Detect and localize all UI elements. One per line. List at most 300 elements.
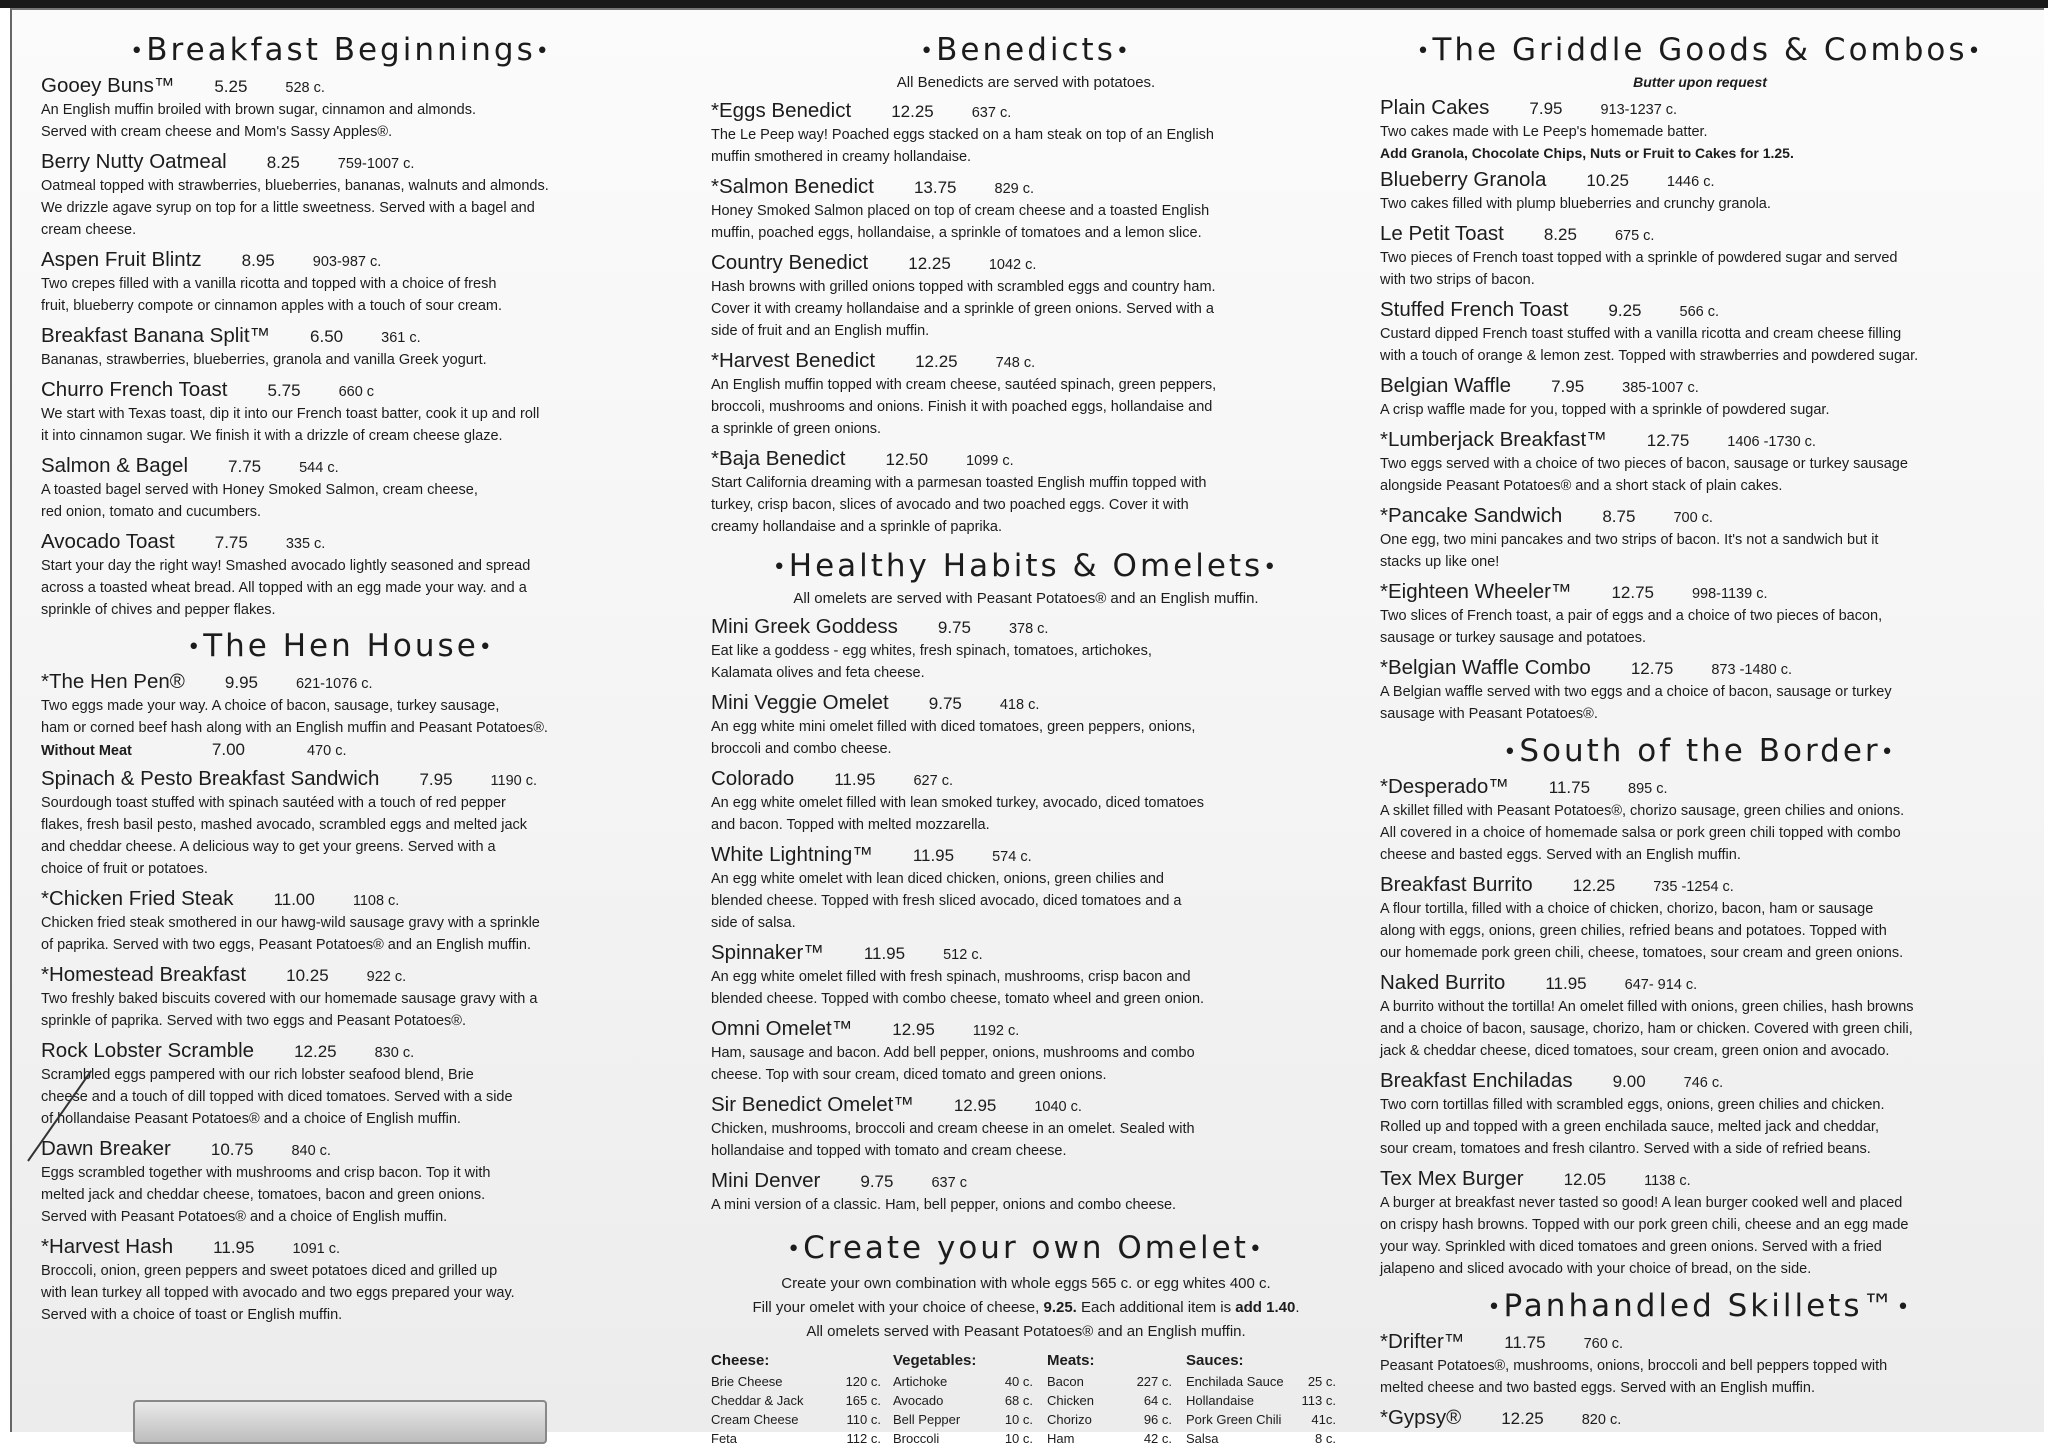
table-row: [1186, 1410, 1336, 1429]
item-name: *Pancake Sandwich: [1380, 504, 1563, 527]
item-name: Avocado Toast: [41, 530, 175, 553]
description-line: A crisp waffle made for you, topped with a sprinkle of powdered sugar.: [1380, 402, 1830, 418]
table-row: [893, 1429, 1033, 1448]
option-calories: 68 c.: [1004, 1393, 1033, 1408]
option-name: Chorizo: [1047, 1412, 1092, 1427]
item-description: [1380, 247, 2020, 291]
sub-option-label: Without Meat: [41, 743, 132, 759]
description-line: Oatmeal topped with strawberries, blueberries, bananas, walnuts and almonds.: [41, 178, 549, 194]
description-line: sprinkle of paprika. Served with two eggs and Peasant Potatoes®.: [41, 1013, 466, 1029]
item-calories: 840 c.: [291, 1143, 331, 1159]
description-line: An English muffin topped with cream cheese, sautéed spinach, green peppers,: [711, 377, 1217, 393]
menu-item-header: [1380, 775, 2020, 799]
table-row: [1186, 1372, 1336, 1391]
table-row: [1047, 1429, 1172, 1448]
item-price: 9.75: [860, 1172, 894, 1191]
description-line: a sprinkle of green onions.: [711, 421, 882, 437]
menu-item: [711, 767, 1341, 836]
description-line: blended cheese. Topped with fresh sliced avocado, diced tomatoes and a: [711, 893, 1182, 909]
description-line: An egg white mini omelet filled with diced tomatoes, green peppers, onions,: [711, 719, 1196, 735]
description-line: A flour tortilla, filled with a choice of chicken, chorizo, bacon, ham or sausage: [1380, 901, 1874, 917]
item-name: Omni Omelet™: [711, 1017, 853, 1040]
griddle-list: [1380, 96, 2020, 725]
description-line: A mini version of a classic. Ham, bell pepper, onions and combo cheese.: [711, 1197, 1177, 1213]
menu-item: [1380, 1069, 2020, 1160]
sub-option-calories: 470 c.: [306, 743, 347, 759]
description-line: melted cheese and two basted eggs. Served with an English muffin.: [1380, 1380, 1815, 1396]
item-calories: 627 c.: [913, 773, 953, 789]
menu-item-header: [41, 1137, 641, 1161]
table-row: [893, 1372, 1033, 1391]
menu-item: [41, 1137, 641, 1228]
description-line: broccoli, mushrooms and onions. Finish it with poached eggs, hollandaise and: [711, 399, 1213, 415]
menu-item: [1380, 1167, 2020, 1280]
description-line: One egg, two mini pancakes and two strips of bacon. It's not a sandwich but it: [1380, 532, 1879, 548]
description-line: We drizzle agave syrup on top for a little sweetness. Served with a bagel and: [41, 200, 535, 216]
option-calories: 96 c.: [1143, 1412, 1172, 1427]
item-calories: 922 c.: [366, 969, 407, 985]
item-calories: 748 c.: [995, 355, 1036, 371]
menu-item-header: [41, 887, 641, 911]
item-calories: 895 c.: [1628, 781, 1668, 797]
description-line: Chicken, mushrooms, broccoli and cream cheese in an omelet. Sealed with: [711, 1121, 1195, 1137]
item-price: 12.25: [1501, 1409, 1544, 1428]
item-name: *Desperado™: [1380, 775, 1509, 798]
menu-item-header: [41, 1039, 641, 1063]
item-name: *Chicken Fried Steak: [41, 887, 234, 910]
item-price: 12.05: [1563, 1170, 1607, 1189]
menu-item: [41, 248, 641, 317]
column-right: [1380, 32, 2020, 1437]
item-price: 8.25: [1543, 225, 1577, 244]
description-line: Hash browns with grilled onions topped with scrambled eggs and country ham.: [711, 279, 1216, 295]
description-line: Sourdough toast stuffed with spinach sautéed with a touch of red pepper: [41, 795, 506, 811]
description-line: A burger at breakfast never tasted so good! A lean burger cooked well and placed: [1380, 1195, 1903, 1211]
option-name: Ham: [1047, 1431, 1075, 1446]
menu-item: [711, 843, 1341, 934]
description-line: Chicken fried steak smothered in our hawg-wild sausage gravy with a sprinkle: [41, 915, 540, 931]
description-line: muffin smothered in creamy hollandaise.: [711, 149, 972, 165]
description-line: Bananas, strawberries, blueberries, granola and vanilla Greek yogurt.: [41, 352, 487, 368]
item-name: *The Hen Pen®: [41, 670, 185, 693]
description-line: A Belgian waffle served with two eggs and a choice of bacon, sausage or turkey: [1380, 684, 1892, 700]
item-calories: 820 c.: [1581, 1412, 1622, 1428]
table-row: [1047, 1410, 1172, 1429]
menu-item-header: [711, 99, 1341, 123]
item-price: 7.95: [1551, 377, 1585, 396]
description-line: Start your day the right way! Smashed avocado lightly seasoned and spread: [41, 558, 531, 574]
table-row: [711, 1372, 881, 1391]
vegetables-column: [893, 1352, 1047, 1448]
item-name: Tex Mex Burger: [1380, 1167, 1524, 1190]
item-price: 7.95: [419, 770, 453, 789]
table-row: [711, 1410, 881, 1429]
item-name: Sir Benedict Omelet™: [711, 1093, 914, 1116]
description-line: A toasted bagel served with Honey Smoked Salmon, cream cheese,: [41, 482, 478, 498]
table-row: [893, 1410, 1033, 1429]
description-line: Two pieces of French toast topped with a sprinkle of powdered sugar and served: [1380, 250, 1898, 266]
description-line: jalapeno and sliced avocado with your choice of bread, on the side.: [1380, 1261, 1812, 1277]
option-calories: 110 c.: [846, 1412, 881, 1427]
item-description: [711, 716, 1341, 760]
menu-item-header: [711, 941, 1341, 965]
menu-item: [711, 615, 1341, 684]
item-price: 11.00: [273, 890, 315, 909]
item-price: 7.75: [228, 457, 262, 476]
omelet-options-table: [711, 1352, 1341, 1448]
description-line: sausage with Peasant Potatoes®.: [1380, 706, 1598, 722]
item-name: Spinnaker™: [711, 941, 824, 964]
item-calories: 830 c.: [374, 1045, 415, 1061]
item-price: 12.25: [294, 1042, 337, 1061]
item-name: *Eggs Benedict: [711, 99, 852, 122]
item-name: Breakfast Enchiladas: [1380, 1069, 1573, 1092]
benedicts-note: All Benedicts are served with potatoes.: [896, 74, 1156, 91]
item-description: [1380, 453, 2020, 497]
description-line: red onion, tomato and cucumbers.: [41, 504, 262, 520]
item-description: [41, 1260, 641, 1326]
description-line: fruit, blueberry compote or cinnamon apples with a touch of sour cream.: [41, 298, 503, 314]
menu-item-header: [1380, 1330, 2020, 1354]
item-name: Breakfast Banana Split™: [41, 324, 271, 347]
item-name: *Lumberjack Breakfast™: [1380, 428, 1607, 451]
section-title-hen-house: •The Hen House•: [187, 628, 495, 664]
item-name: Rock Lobster Scramble: [41, 1039, 255, 1062]
menu-item: [711, 99, 1341, 168]
menu-item-header: [1380, 971, 2020, 995]
item-description: [1380, 996, 2020, 1062]
item-price: 11.95: [863, 944, 906, 963]
item-description: [41, 273, 641, 317]
option-calories: 227 c.: [1136, 1374, 1172, 1389]
description-line: muffin, poached eggs, hollandaise, a sprinkle of tomatoes and a lemon slice.: [711, 225, 1202, 241]
item-name: Berry Nutty Oatmeal: [41, 150, 227, 173]
description-line: stacks up like one!: [1380, 554, 1500, 570]
option-calories: 113 c.: [1301, 1393, 1336, 1408]
meats-column: [1047, 1352, 1186, 1448]
table-heading: Cheese:: [711, 1352, 770, 1369]
item-price: 12.95: [892, 1020, 935, 1039]
menu-item: [1380, 96, 2020, 161]
item-name: Salmon & Bagel: [41, 454, 189, 477]
sub-option-price: 7.00: [211, 740, 245, 759]
description-line: blended cheese. Topped with combo cheese, tomato wheel and green onion.: [711, 991, 1205, 1007]
item-price: 10.25: [286, 966, 329, 985]
option-name: Hollandaise: [1186, 1393, 1254, 1408]
menu-item: [41, 324, 641, 371]
item-price: 12.75: [1630, 659, 1674, 678]
item-description: [711, 1118, 1341, 1162]
item-name: White Lightning™: [711, 843, 873, 866]
item-description: [1380, 1355, 2020, 1399]
item-calories: 913-1237 c.: [1600, 102, 1678, 118]
menu-item: [1380, 428, 2020, 497]
item-name: Churro French Toast: [41, 378, 228, 401]
item-description: [41, 792, 641, 880]
description-line: An English muffin broiled with brown sugar, cinnamon and almonds.: [41, 102, 476, 118]
item-price: 12.25: [915, 352, 958, 371]
item-price: 9.75: [928, 694, 962, 713]
menu-item: [1380, 298, 2020, 367]
menu-item-header: [41, 454, 641, 478]
menu-item: [1380, 222, 2020, 291]
menu-item-header: [1380, 428, 2020, 452]
menu-item-header: [1380, 1406, 2020, 1430]
description-line: Peasant Potatoes®, mushrooms, onions, broccoli and bell peppers topped with: [1380, 1358, 1888, 1374]
item-name: Dawn Breaker: [41, 1137, 171, 1160]
menu-item: [41, 887, 641, 956]
description-line: side of salsa.: [711, 915, 796, 931]
description-line: Start California dreaming with a parmesan toasted English muffin topped with: [711, 475, 1207, 491]
item-calories: 735 -1254 c.: [1653, 879, 1734, 895]
item-calories: 1099 c.: [966, 453, 1014, 469]
sauces-column: [1186, 1352, 1336, 1448]
option-calories: 42 c.: [1143, 1431, 1172, 1446]
item-name: *Belgian Waffle Combo: [1380, 656, 1591, 679]
item-calories: 760 c.: [1583, 1336, 1624, 1352]
option-calories: 10 c.: [1004, 1412, 1033, 1427]
table-row: [711, 1391, 881, 1410]
item-name: *Harvest Hash: [41, 1235, 174, 1258]
table-heading: Meats:: [1047, 1352, 1095, 1369]
item-calories: 759-1007 c.: [337, 156, 415, 172]
item-calories: 378 c.: [1008, 621, 1049, 637]
description-line: Ham, sausage and bacon. Add bell pepper, onions, mushrooms and combo: [711, 1045, 1195, 1061]
menu-item-header: [41, 324, 641, 348]
hen-house-list: [41, 670, 641, 1326]
description-line: An egg white omelet with lean diced chicken, onions, green chilies and: [711, 871, 1164, 887]
description-line: Eggs scrambled together with mushrooms and crisp bacon. Top it with: [41, 1165, 491, 1181]
item-description: [1380, 605, 2020, 649]
menu-item: [41, 670, 641, 760]
description-line: hollandaise and topped with tomato and cream cheese.: [711, 1143, 1067, 1159]
option-calories: 41c.: [1311, 1412, 1336, 1427]
table-row: [1047, 1372, 1172, 1391]
item-description: [1380, 323, 2020, 367]
option-calories: 10 c.: [1004, 1431, 1033, 1446]
create-line-3: All omelets served with Peasant Potatoes® and an English muffin.: [806, 1323, 1246, 1340]
description-line: of paprika. Served with two eggs, Peasant Potatoes® and an English muffin.: [41, 937, 532, 953]
menu-item-header: [1380, 374, 2020, 398]
menu-item-header: [41, 767, 641, 791]
menu-item-header: [1380, 168, 2020, 192]
description-line: Two corn tortillas filled with scrambled eggs, onions, green chilies and chicken.: [1380, 1097, 1885, 1113]
menu-item: [41, 1039, 641, 1130]
item-name: *Gypsy®: [1380, 1406, 1462, 1429]
item-price: 5.75: [267, 381, 301, 400]
item-calories: 647- 914 c.: [1624, 977, 1698, 993]
description-line: with lean turkey all topped with avocado and two eggs prepared your way.: [41, 1285, 515, 1301]
menu-item: [1380, 775, 2020, 866]
item-price: 12.25: [891, 102, 934, 121]
column-left: [41, 32, 641, 1333]
menu-item: [711, 349, 1341, 440]
menu-item-header: [711, 447, 1341, 471]
description-line: The Le Peep way! Poached eggs stacked on a ham steak on top of an English: [711, 127, 1214, 143]
item-calories: 1446 c.: [1666, 174, 1715, 190]
item-description: [41, 1064, 641, 1130]
menu-item-header: [1380, 298, 2020, 322]
table-row: [1186, 1391, 1336, 1410]
item-description: [711, 374, 1341, 440]
item-calories: 660 c: [338, 384, 375, 400]
menu-item: [1380, 1406, 2020, 1430]
item-calories: 335 c.: [285, 536, 326, 552]
option-name: Artichoke: [893, 1374, 948, 1389]
description-line: broccoli and combo cheese.: [711, 741, 892, 757]
item-description: [41, 988, 641, 1032]
menu-item-header: [711, 349, 1341, 373]
item-calories: 1138 c.: [1644, 1173, 1691, 1189]
item-calories: 998-1139 c.: [1691, 586, 1768, 602]
table-row: [711, 1429, 881, 1448]
option-calories: 25 c.: [1307, 1374, 1336, 1389]
description-line: your way. Sprinkled with diced tomatoes and green onions. Served with a fried: [1380, 1239, 1882, 1255]
section-title-skillets: •Panhandled Skillets™•: [1487, 1288, 1913, 1324]
description-line: ham or corned beef hash along with an English muffin and Peasant Potatoes®.: [41, 720, 548, 736]
description-line: Honey Smoked Salmon placed on top of cream cheese and a toasted English: [711, 203, 1210, 219]
option-name: Feta: [711, 1431, 738, 1446]
menu-item-header: [711, 1093, 1341, 1117]
item-description: [41, 555, 641, 621]
create-instructions: [711, 1272, 1341, 1344]
item-name: Le Petit Toast: [1380, 222, 1504, 245]
item-calories: 1192 c.: [972, 1023, 1020, 1039]
item-price: 12.75: [1611, 583, 1654, 602]
option-name: Pork Green Chili: [1186, 1412, 1282, 1427]
item-description: [711, 966, 1341, 1010]
menu-item: [1380, 873, 2020, 964]
description-line: Custard dipped French toast stuffed with a vanilla ricotta and cream cheese filling: [1380, 326, 1902, 342]
item-description: [1380, 898, 2020, 964]
description-line: An egg white omelet filled with lean smoked turkey, avocado, diced tomatoes: [711, 795, 1204, 811]
option-calories: 64 c.: [1143, 1393, 1172, 1408]
item-description: [711, 1194, 1341, 1216]
menu-item: [41, 767, 641, 880]
description-line: side of fruit and an English muffin.: [711, 323, 930, 339]
description-line: Served with a choice of toast or English muffin.: [41, 1307, 343, 1323]
description-line: Eat like a goddess - egg whites, fresh spinach, tomatoes, artichokes,: [711, 643, 1152, 659]
create-line-1: Create your own combination with whole eggs 565 c. or egg whites 400 c.: [781, 1275, 1271, 1292]
menu-item-header: [41, 530, 641, 554]
item-description: [1380, 1094, 2020, 1160]
menu-item: [41, 378, 641, 447]
item-description: [711, 792, 1341, 836]
menu-item-header: [1380, 222, 2020, 246]
description-line: Served with Peasant Potatoes® and a choice of English muffin.: [41, 1209, 448, 1225]
item-calories: 1108 c.: [352, 893, 400, 909]
item-name: Belgian Waffle: [1380, 374, 1512, 397]
south-list: [1380, 775, 2020, 1280]
item-name: Breakfast Burrito: [1380, 873, 1533, 896]
menu-item-header: [711, 691, 1341, 715]
menu-item: [711, 941, 1341, 1010]
item-calories: 385-1007 c.: [1622, 380, 1699, 396]
menu-item: [41, 963, 641, 1032]
menu-item: [41, 150, 641, 241]
menu-item: [711, 1093, 1341, 1162]
option-calories: 40 c.: [1004, 1374, 1033, 1389]
option-name: Cream Cheese: [711, 1412, 799, 1427]
item-name: *Drifter™: [1380, 1330, 1465, 1353]
description-line: sour cream, tomatoes and fresh cilantro. Served with a side of refried beans.: [1380, 1141, 1871, 1157]
menu-item-header: [711, 175, 1341, 199]
menu-item: [1380, 656, 2020, 725]
menu-item-header: [1380, 873, 2020, 897]
item-description: [41, 1162, 641, 1228]
breakfast-list: [41, 74, 641, 621]
item-price: 8.95: [241, 251, 275, 270]
option-name: Bacon: [1047, 1374, 1084, 1389]
item-description: [41, 349, 641, 371]
item-name: *Homestead Breakfast: [41, 963, 247, 986]
option-name: Cheddar & Jack: [711, 1393, 804, 1408]
item-name: Colorado: [711, 767, 795, 790]
description-line: Served with cream cheese and Mom's Sassy Apples®.: [41, 124, 393, 140]
menu-item: [1380, 1330, 2020, 1399]
item-price: 13.75: [913, 178, 957, 197]
description-line: with a touch of orange & lemon zest. Topped with strawberries and powdered sugar.: [1380, 348, 1919, 364]
section-title-create: •Create your own Omelet•: [787, 1230, 1265, 1266]
menu-item: [41, 74, 641, 143]
item-name: *Baja Benedict: [711, 447, 846, 470]
column-middle: [711, 32, 1341, 1448]
description-line: cheese and basted eggs. Served with an English muffin.: [1380, 847, 1741, 863]
item-description: [711, 276, 1341, 342]
menu-item-header: [711, 1169, 1341, 1193]
description-line: with two strips of bacon.: [1380, 272, 1535, 288]
section-title-benedicts: •Benedicts•: [920, 32, 1132, 68]
item-description: [1380, 399, 2020, 421]
item-name: *Eighteen Wheeler™: [1380, 580, 1572, 603]
description-line: Two cakes filled with plump blueberries and crunchy granola.: [1380, 196, 1771, 212]
item-price: 12.25: [908, 254, 951, 273]
item-price: 10.75: [210, 1140, 254, 1159]
description-line: flakes, fresh basil pesto, mashed avocado, scrambled eggs and melted jack: [41, 817, 528, 833]
cheese-column: [711, 1352, 893, 1448]
item-price: 12.25: [1572, 876, 1616, 895]
description-line: cheese and a touch of dill topped with diced tomatoes. Served with a side: [41, 1089, 513, 1105]
item-calories: 1042 c.: [988, 257, 1037, 273]
item-calories: 675 c.: [1614, 228, 1655, 244]
description-line: Two cakes made with Le Peep's homemade batter.: [1380, 124, 1708, 140]
menu-item-header: [711, 251, 1341, 275]
description-line: An egg white omelet filled with fresh spinach, mushrooms, crisp bacon and: [711, 969, 1191, 985]
item-price: 11.95: [912, 846, 955, 865]
item-name: Country Benedict: [711, 251, 869, 274]
item-price: 9.75: [937, 618, 971, 637]
description-line: choice of fruit or potatoes.: [41, 861, 208, 877]
option-name: Broccoli: [893, 1431, 940, 1446]
option-name: Avocado: [893, 1393, 944, 1408]
description-line: Two freshly baked biscuits covered with our homemade sausage gravy with a: [41, 991, 538, 1007]
item-calories: 829 c.: [994, 181, 1035, 197]
menu-item-header: [1380, 504, 2020, 528]
item-name: *Harvest Benedict: [711, 349, 876, 372]
description-line: Two eggs served with a choice of two pieces of bacon, sausage or turkey sausage: [1380, 456, 1908, 472]
item-calories: 873 -1480 c.: [1711, 662, 1792, 678]
menu-item-header: [1380, 1069, 2020, 1093]
menu-item: [1380, 168, 2020, 215]
item-sub-option: [41, 740, 641, 760]
section-title-breakfast: •Breakfast Beginnings•: [130, 32, 552, 68]
description-line: creamy hollandaise and a sprinkle of paprika.: [711, 519, 1002, 535]
item-calories: 1040 c.: [1034, 1099, 1082, 1115]
item-price: 11.95: [213, 1238, 255, 1257]
item-name: Spinach & Pesto Breakfast Sandwich: [41, 767, 380, 790]
menu-item: [1380, 580, 2020, 649]
item-addon-note: Add Granola, Chocolate Chips, Nuts or Fruit to Cakes for 1.25.: [1380, 145, 1794, 161]
